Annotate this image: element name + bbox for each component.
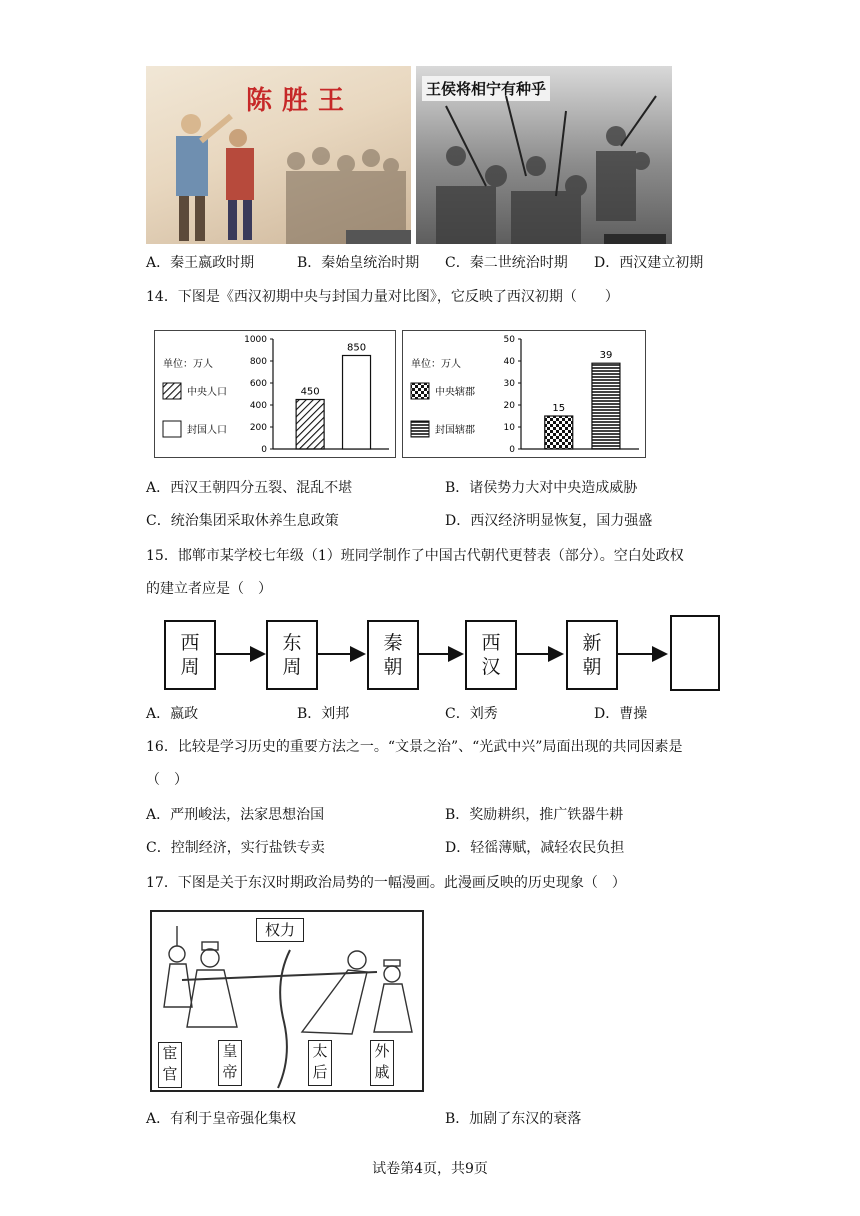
legend-swatch-1 — [163, 421, 181, 437]
y-tick-label: 600 — [249, 379, 267, 389]
q13-option-a[interactable]: A．秦王嬴政时期 — [146, 255, 255, 271]
crowd-illustration — [146, 66, 411, 244]
y-tick-label: 40 — [503, 357, 515, 367]
y-tick-label: 1000 — [244, 335, 267, 345]
legend-swatch-0 — [163, 383, 181, 399]
y-tick-label: 400 — [249, 401, 267, 411]
flow-box-xizhou: 西 周 — [164, 620, 216, 690]
commandery-chart-svg — [403, 331, 645, 457]
flow-box-xin: 新 朝 — [566, 620, 618, 690]
bar-封国辖郡 — [592, 363, 620, 449]
q16-stem-line1: 16．比较是学习历史的重要方法之一。“文景之治”、“光武中兴”局面出现的共同因素是 — [146, 739, 683, 755]
y-tick-label: 0 — [509, 445, 515, 455]
q14-stem: 14．下图是《西汉初期中央与封国力量对比图》，它反映了西汉初期（ ） — [146, 289, 619, 305]
q15-stem-line2: 的建立者应是（ ） — [146, 581, 272, 597]
chen-sheng-wang-image — [146, 66, 411, 244]
label-consort-kin: 外 戚 — [370, 1040, 394, 1086]
q14-option-c[interactable]: C．统治集团采取休养生息政策 — [146, 513, 339, 529]
q13-option-b[interactable]: B．秦始皇统治时期 — [297, 255, 420, 271]
label-emperor: 皇 帝 — [218, 1040, 242, 1086]
q15-option-a[interactable]: A．嬴政 — [146, 706, 199, 722]
q15-option-b[interactable]: B．刘邦 — [297, 706, 350, 722]
flow-box-qin: 秦 朝 — [367, 620, 419, 690]
q13-option-c[interactable]: C．秦二世统治时期 — [445, 255, 568, 271]
chart-unit-label: 单位：万人 — [411, 359, 461, 370]
y-tick-label: 50 — [503, 335, 515, 345]
y-tick-label: 800 — [249, 357, 267, 367]
data-label: 15 — [552, 403, 566, 414]
dynasty-flow-arrows — [150, 612, 730, 692]
legend-label-0: 中央辖郡 — [435, 387, 475, 398]
flow-box-blank — [670, 615, 720, 691]
image1-title: 陈胜王 — [246, 86, 355, 116]
q17-option-b[interactable]: B．加剧了东汉的衰落 — [445, 1111, 582, 1127]
data-label: 39 — [599, 350, 613, 362]
y-tick-label: 0 — [261, 445, 267, 455]
legend-label-1: 封国辖郡 — [435, 425, 475, 436]
uprising-image — [416, 66, 672, 244]
flow-box-xihan: 西 汉 — [465, 620, 517, 690]
q16-option-a[interactable]: A．严刑峻法，法家思想治国 — [146, 807, 325, 823]
data-label: 450 — [300, 386, 320, 398]
population-chart-svg — [155, 331, 395, 457]
commandery-chart — [402, 330, 646, 458]
y-tick-label: 20 — [503, 401, 515, 411]
bar-中央辖郡 — [545, 416, 573, 449]
q16-option-b[interactable]: B．奖励耕织，推广铁器牛耕 — [445, 807, 624, 823]
page-footer: 试卷第4页，共9页 — [372, 1161, 488, 1177]
label-empress-dowager: 太 后 — [308, 1040, 332, 1086]
q14-option-b[interactable]: B．诸侯势力大对中央造成威胁 — [445, 480, 638, 496]
q17-option-a[interactable]: A．有利于皇帝强化集权 — [146, 1111, 297, 1127]
legend-swatch-0 — [411, 383, 429, 399]
q16-option-c[interactable]: C．控制经济，实行盐铁专卖 — [146, 840, 325, 856]
q15-option-c[interactable]: C．刘秀 — [445, 706, 498, 722]
q13-option-d[interactable]: D．西汉建立初期 — [594, 255, 704, 271]
label-eunuch: 宦 官 — [158, 1042, 182, 1088]
q14-option-a[interactable]: A．西汉王朝四分五裂、混乱不堪 — [146, 480, 353, 496]
q17-stem: 17．下图是关于东汉时期政治局势的一幅漫画。此漫画反映的历史现象（ ） — [146, 875, 626, 891]
y-tick-label: 10 — [503, 423, 515, 433]
chart-unit-label: 单位：万人 — [163, 359, 213, 370]
q15-stem-line1: 15．邯郸市某学校七年级（1）班同学制作了中国古代朝代更替表（部分）。空白处政权 — [146, 548, 684, 564]
bar-中央人口 — [296, 400, 324, 450]
y-tick-label: 200 — [249, 423, 267, 433]
q16-stem-line2: （ ） — [146, 772, 188, 788]
legend-label-0: 中央人口 — [187, 387, 227, 398]
battle-illustration — [416, 66, 672, 244]
bar-封国人口 — [343, 356, 371, 450]
y-tick-label: 30 — [503, 379, 515, 389]
power-cartoon — [150, 910, 424, 1092]
legend-label-1: 封国人口 — [187, 425, 227, 436]
image2-title: 王侯将相宁有种乎 — [422, 76, 550, 101]
q16-option-d[interactable]: D．轻徭薄赋，减轻农民负担 — [445, 840, 625, 856]
q14-option-d[interactable]: D．西汉经济明显恢复，国力强盛 — [445, 513, 653, 529]
population-chart — [154, 330, 396, 458]
flow-box-dongzhou: 东 周 — [266, 620, 318, 690]
q15-option-d[interactable]: D．曹操 — [594, 706, 648, 722]
legend-swatch-1 — [411, 421, 429, 437]
data-label: 850 — [346, 342, 367, 354]
cartoon-title: 权力 — [256, 918, 304, 942]
